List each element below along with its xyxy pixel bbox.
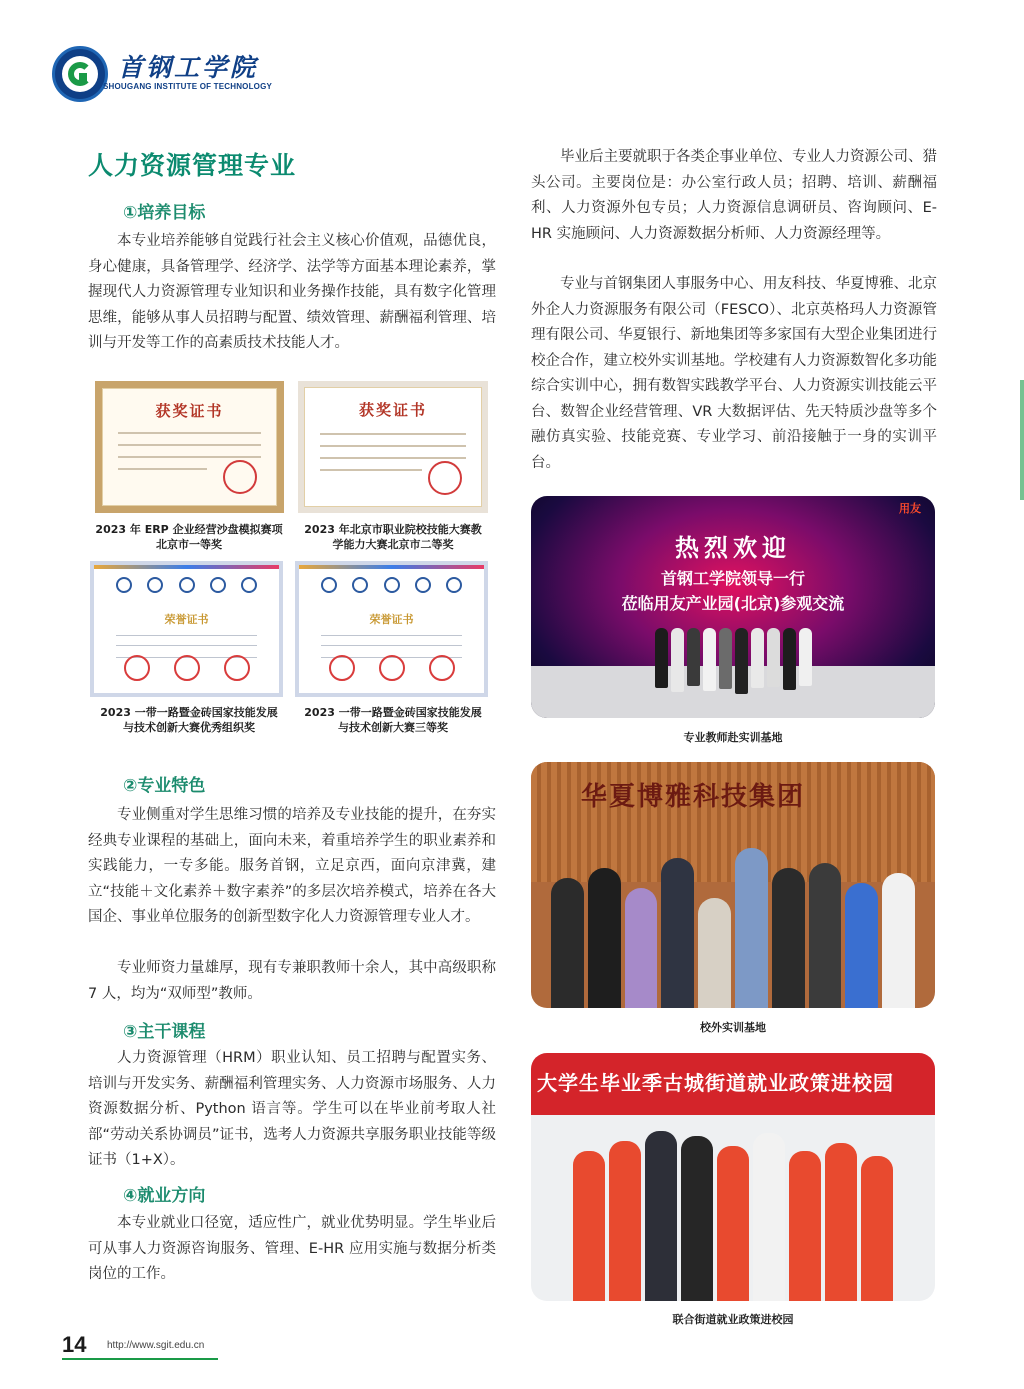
footer-divider	[62, 1358, 218, 1360]
employment-text: 本专业就业口径宽，适应性广，就业优势明显。学生毕业后可从事人力资源咨询服务、管理、E-HR 应用实施与数据分析类岗位的工作。	[88, 1215, 496, 1282]
logo-row	[321, 577, 462, 593]
red-stamp	[124, 655, 150, 681]
logo-row	[116, 577, 257, 593]
photo-caption: 联合街道就业政策进校园	[672, 1313, 794, 1326]
caption-text: 2023 年北京市职业院校技能大赛教 学能力大赛北京市二等奖	[304, 523, 482, 551]
certificate-erp	[95, 381, 284, 513]
faculty-text: 专业师资力量雄厚，现有专兼职教师十余人，其中高级职称 7 人，均为“双师型”教师。	[88, 960, 496, 1002]
goal-text: 本专业培养能够自觉践行社会主义核心价值观，品德优良，身心健康，具备管理学、经济学、法学等方面基本理论素养，掌握现代人力资源管理专业知识和业务操作技能，具有数字化管理思维，能够从事人员招聘与配置、绩效管理、薪酬福利管理、培训与开发等工作的高素质技术技能人才。	[88, 233, 496, 351]
screen-title: 热烈欢迎	[675, 534, 791, 562]
screen-subtitle	[531, 566, 935, 616]
section-title-employment: ④就业方向	[123, 1186, 206, 1206]
red-stamp	[174, 655, 200, 681]
school-name-en: SHOUGANG INSTITUTE OF TECHNOLOGY	[103, 82, 273, 91]
caption-text: 2023 一带一路暨金砖国家技能发展 与技术创新大赛优秀组织奖	[100, 706, 278, 734]
cooperation-text: 专业与首钢集团人事服务中心、用友科技、华夏博雅、北京外企人力资源服务有限公司（FESCO）、北京英格玛人力资源管理有限公司、华夏银行、新地集团等多家国有大型企业集团进行校企合作，建立校外实训基地。学校建有人力资源数智化多功能综合实训中心，拥有数智实践教学平台、人力资源实训技能云平台、数智企业经营管理、VR 大数据评估、先天特质沙盘等多个融仿真实验、技能竞赛、专业学习、前沿接触于一身的实训平台。	[531, 276, 937, 471]
certificate-line	[320, 445, 466, 447]
red-seal	[223, 460, 257, 494]
certificate-caption	[292, 705, 494, 735]
certificate-line	[116, 645, 257, 646]
certificate-caption	[88, 705, 290, 735]
screen-subtitle-line: 首钢工学院领导一行	[660, 569, 805, 588]
photo-yonyou-visit	[531, 496, 935, 718]
group-of-people	[551, 838, 915, 1008]
group-of-people	[531, 628, 935, 694]
red-stamp	[379, 655, 405, 681]
red-seal	[428, 461, 462, 495]
certificate-caption	[88, 522, 290, 552]
red-stamp	[329, 655, 355, 681]
certificate-line	[320, 457, 466, 459]
section-title-feature: ②专业特色	[123, 776, 206, 796]
certificate-line	[118, 456, 261, 458]
certificate-line	[320, 469, 422, 471]
yonyou-logo: 用友	[899, 502, 921, 515]
color-band	[94, 565, 279, 569]
edge-mark	[1020, 380, 1024, 500]
feature-text: 专业侧重对学生思维习惯的培养及专业技能的提升，在夯实经典专业课程的基础上，面向未来，着重培养学生的职业素养和实践能力，一专多能。服务首钢，立足京西，面向京津冀，建立“技能＋文化素养＋数字素养”的多层次培养模式，培养在各大国企、事业单位服务的创新型数字化人力资源管理专业人才。	[88, 807, 496, 925]
certificate-teaching	[298, 381, 488, 513]
certificate-title: 荣誉证书	[164, 613, 209, 626]
red-stamp	[224, 655, 250, 681]
website-url[interactable]: http://www.sgit.edu.cn	[107, 1340, 205, 1351]
school-logo	[52, 46, 108, 102]
screen-subtitle-line: 莅临用友产业园(北京)参观交流	[621, 594, 845, 613]
certificate-line	[320, 433, 466, 435]
school-name-cn: 首钢工学院	[118, 53, 259, 82]
section-title-courses: ③主干课程	[123, 1022, 206, 1042]
career-text: 毕业后主要就职于各类企事业单位、专业人力资源公司、猎头公司。主要岗位是：办公室行政人员；招聘、培训、薪酬福利、人力资源外包专员；人力资源信息调研员、咨询顾问、E-HR 实施顾问、人力资源数据分析师、人力资源经理等。	[531, 149, 937, 242]
section-title-goal: ①培养目标	[123, 203, 206, 223]
certificate-line	[321, 635, 462, 636]
photo-caption: 专业教师赴实训基地	[683, 731, 783, 744]
banner-text: 大学生毕业季古城街道就业政策进校园	[537, 1071, 894, 1095]
certificate-title: 获奖证书	[155, 402, 224, 420]
caption-text: 2023 一带一路暨金砖国家技能发展 与技术创新大赛三等奖	[304, 706, 482, 734]
group-of-people	[571, 1111, 895, 1301]
certificate-line	[118, 444, 261, 446]
certificate-line	[321, 645, 462, 646]
red-banner	[531, 1053, 935, 1115]
certificate-line	[118, 468, 207, 470]
logo-dot	[79, 73, 87, 81]
courses-text: 人力资源管理（HRM）职业认知、员工招聘与配置实务、培训与开发实务、薪酬福利管理实务、人力资源市场服务、人力资源数据分析、Python 语言等。学生可以在毕业前考取人社部“劳动关系协调员”证书，选考人力资源共享服务职业技能等级证书（1+X）。	[88, 1050, 496, 1168]
caption-text: 2023 年 ERP 企业经营沙盘模拟赛项 北京市一等奖	[95, 523, 283, 551]
red-stamp	[429, 655, 455, 681]
certificate-line	[118, 432, 261, 434]
photo-huaxia-boya	[531, 762, 935, 1008]
certificate-title: 获奖证书	[358, 401, 427, 419]
certificate-honour-organization	[90, 561, 283, 697]
page-number: 14	[62, 1332, 87, 1357]
company-sign: 华夏博雅科技集团	[581, 782, 806, 812]
photo-caption: 校外实训基地	[700, 1021, 766, 1034]
photo-policy-campus	[531, 1053, 935, 1301]
certificate-title: 荣誉证书	[369, 613, 414, 626]
color-band	[299, 565, 484, 569]
certificate-honour-third	[295, 561, 488, 697]
page-title: 人力资源管理专业	[88, 151, 297, 180]
certificate-line	[116, 635, 257, 636]
certificate-caption	[292, 522, 494, 552]
